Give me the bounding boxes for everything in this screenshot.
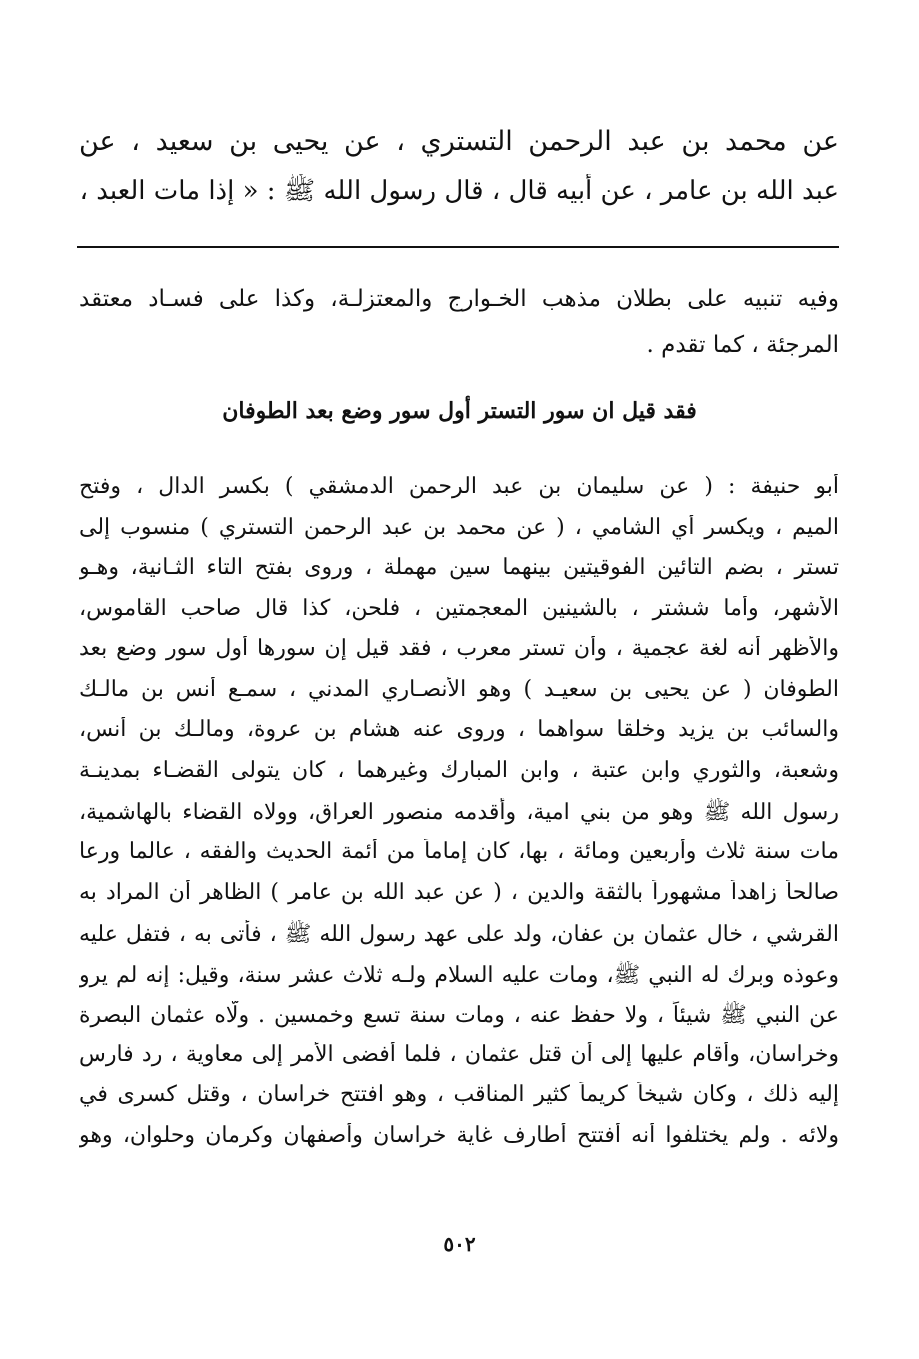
body-line: وعوذه وبرك له النبي ﷺ، ومات عليه السلام ولـه ثلاث عشر سنة، وقيل: إنه لم يرو — [79, 963, 839, 988]
body-line: الميم ، ويكسر أي الشامي ، ( عن محمد بن عبد الرحمن التستري ) منسوب إلى — [79, 515, 839, 540]
body-line: ولائه . ولم يختلفوا أنه أفتتح أطارف غاية خراسان وأصفهان وكرمان وحلوان، وهو — [79, 1123, 839, 1148]
body-line: مات سنة ثلاث وأربعين ومائة ، بها، كان إماماً من أئمة الحديث والفقه ، عالما ورعا — [79, 839, 839, 864]
commentary-line: المرجئة ، كما تقدم . — [646, 332, 839, 358]
body-line: والأظهر أنه لغة عجمية ، وأن تستر معرب ، فقد قيل إن سورها أول سور وضع بعد — [79, 636, 839, 661]
body-line: أبو حنيفة : ( عن سليمان بن عبد الرحمن الدمشقي ) بكسر الدال ، وفتح — [79, 474, 839, 499]
body-line: والسائب بن يزيد وخلقا سواهما ، وروى عنه هشام بن عروة، ومالـك بن أنس، — [79, 717, 839, 742]
page-number: ٥٠٢ — [443, 1232, 476, 1256]
hadith-line: عبد الله بن عامر ، عن أبيه قال ، قال رسول الله ﷺ : « إذا مات العبد ، — [79, 176, 839, 206]
body-line: رسول الله ﷺ وهو من بني امية، وأقدمه منصور العراق، وولاه القضاء بالهاشمية، — [79, 800, 839, 825]
body-line: إليه ذلك ، وكان شيخاً كريماً كثير المناقب ، وهو افتتح خراسان ، وقتل كسرى في — [79, 1082, 839, 1107]
body-line: وشعبة، والثوري وابن عتبة ، وابن المبارك وغيرهما ، كان يتولى القضـاء بمدينـة — [79, 758, 839, 783]
separator-rule — [77, 246, 839, 248]
body-line: صالحاً زاهداً مشهوراً بالثقة والدين ، ( عن عبد الله بن عامر ) الظاهر أن المراد به — [79, 880, 839, 905]
commentary-line: وفيه تنبيه على بطلان مذهب الخـوارج والمعتزلـة، وكذا على فسـاد معتقد — [79, 286, 839, 312]
body-line: عن النبي ﷺ شيئاً ، ولا حفظ عنه ، ومات سنة تسع وخمسين . ولّاه عثمان البصرة — [79, 1003, 839, 1028]
body-line: تستر ، بضم التائين الفوقيتين بينهما سين مهملة ، وروى بفتح التاء الثـانية، وهـو — [79, 555, 839, 580]
body-line: الطوفان ( عن يحيى بن سعيـد ) وهو الأنصـاري المدني ، سمـع أنس بن مالـك — [79, 677, 839, 702]
section-heading: فقد قيل ان سور التستر أول سور وضع بعد الطوفان — [222, 398, 697, 424]
body-line: القرشي ، خال عثمان بن عفان، ولد على عهد رسول الله ﷺ ، فأتى به ، فتفل عليه — [79, 922, 839, 947]
hadith-line: عن محمد بن عبد الرحمن التستري ، عن يحيى بن سعيد ، عن — [79, 126, 839, 157]
body-line: الأشهر، وأما ششتر ، بالشينين المعجمتين ، فلحن، كذا قال صاحب القاموس، — [79, 596, 839, 621]
body-line: وخراسان، وأقام عليها إلى أن قتل عثمان ، فلما أفضى الأمر إلى معاوية ، رد فارس — [79, 1042, 839, 1067]
